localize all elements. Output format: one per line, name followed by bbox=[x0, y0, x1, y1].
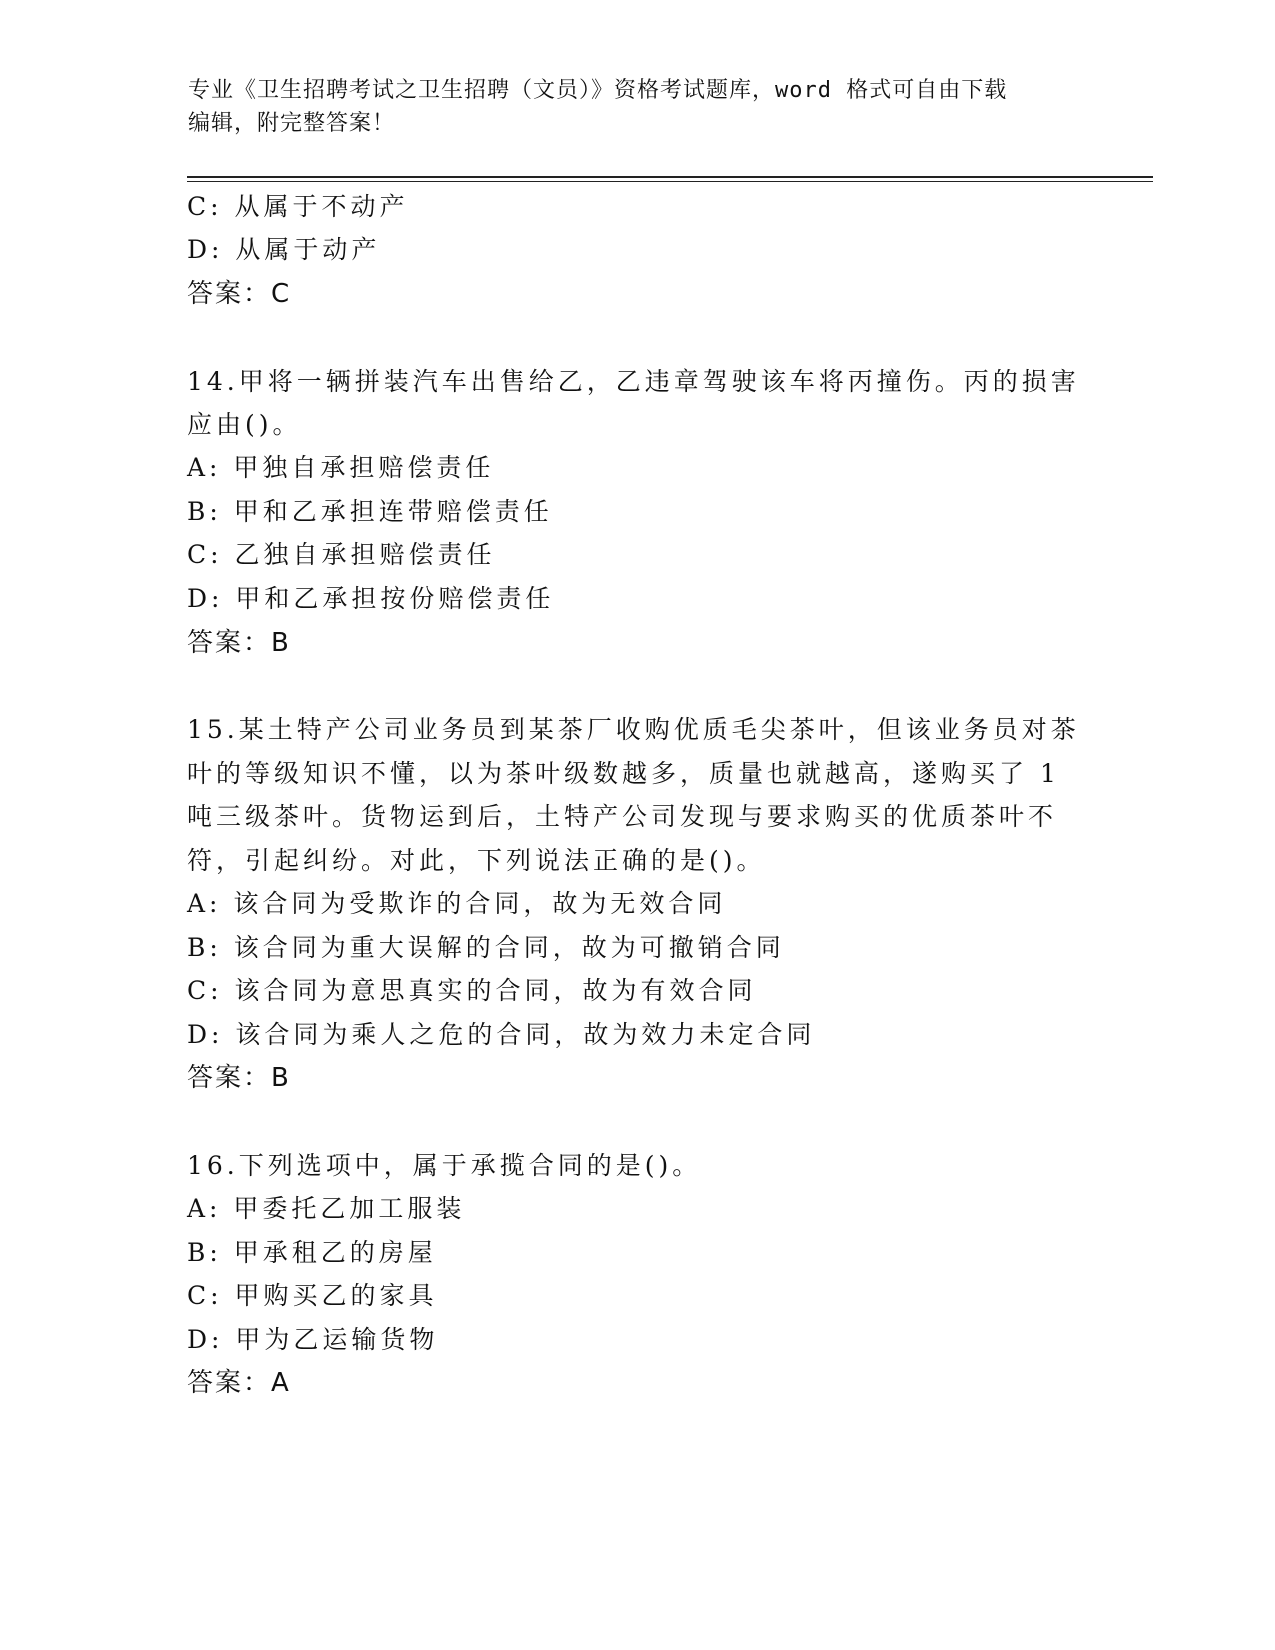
q15-stem-line-4: 符，引起纠纷。对此，下列说法正确的是()。 bbox=[187, 846, 766, 875]
q15-option-a: A: 该合同为受欺诈的合同，故为无效合同 bbox=[187, 889, 727, 918]
q16-option-b: B: 甲承租乙的房屋 bbox=[187, 1238, 437, 1267]
q14-option-b: B: 甲和乙承担连带赔偿责任 bbox=[187, 497, 553, 526]
header-divider-thick bbox=[187, 176, 1153, 178]
q13-answer: 答案：C bbox=[187, 279, 292, 309]
q15-option-b: B: 该合同为重大误解的合同，故为可撤销合同 bbox=[187, 933, 785, 962]
q15-option-c: C: 该合同为意思真实的合同，故为有效合同 bbox=[187, 976, 757, 1005]
q16-option-a: A: 甲委托乙加工服装 bbox=[187, 1194, 466, 1223]
q15-answer: 答案：B bbox=[187, 1063, 291, 1093]
q16-answer: 答案：A bbox=[187, 1368, 291, 1398]
q15-option-d: D: 该合同为乘人之危的合同，故为效力未定合同 bbox=[187, 1020, 816, 1049]
q14-stem-line-2: 应由()。 bbox=[187, 410, 302, 439]
q16-option-d: D: 甲为乙运输货物 bbox=[187, 1325, 439, 1354]
q16-option-c: C: 甲购买乙的家具 bbox=[187, 1281, 438, 1310]
document-header bbox=[188, 74, 1088, 140]
q14-option-c: C: 乙独自承担赔偿责任 bbox=[187, 540, 496, 569]
q15-stem-line-3: 吨三级茶叶。货物运到后，土特产公司发现与要求购买的优质茶叶不 bbox=[187, 802, 1058, 831]
header-divider-thin bbox=[187, 181, 1153, 182]
q14-stem-line-1: 14.甲将一辆拼装汽车出售给乙，乙违章驾驶该车将丙撞伤。丙的损害 bbox=[187, 367, 1080, 396]
header-line-1: 专业《卫生招聘考试之卫生招聘（文员）》资格考试题库，word 格式可自由下载 bbox=[188, 78, 1008, 103]
q14-answer: 答案：B bbox=[187, 628, 291, 658]
q15-stem-line-2: 叶的等级知识不懂，以为茶叶级数越多，质量也就越高，遂购买了 1 bbox=[187, 759, 1060, 788]
q13-option-d: D: 从属于动产 bbox=[187, 235, 381, 264]
q16-stem-line-1: 16.下列选项中，属于承揽合同的是()。 bbox=[187, 1151, 702, 1180]
q15-stem-line-1: 15.某土特产公司业务员到某茶厂收购优质毛尖茶叶，但该业务员对茶 bbox=[187, 715, 1080, 744]
header-line-2: 编辑，附完整答案！ bbox=[188, 111, 396, 136]
q14-option-a: A: 甲独自承担赔偿责任 bbox=[187, 453, 495, 482]
q13-option-c: C: 从属于不动产 bbox=[187, 192, 409, 221]
q14-option-d: D: 甲和乙承担按份赔偿责任 bbox=[187, 584, 555, 613]
